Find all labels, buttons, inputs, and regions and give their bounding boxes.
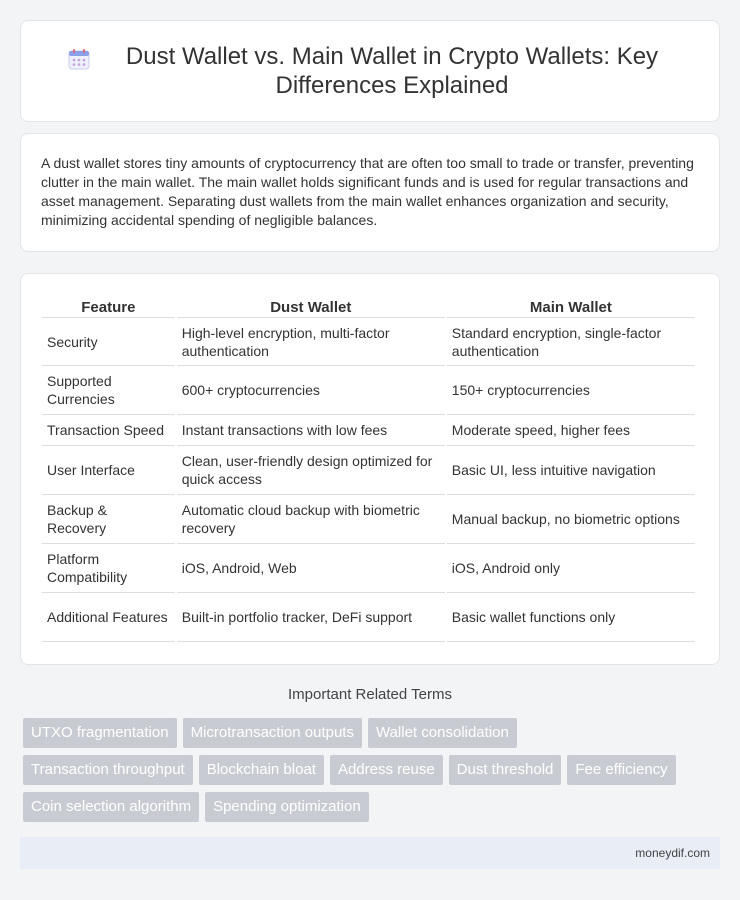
intro-card bbox=[20, 133, 720, 252]
table-row bbox=[42, 593, 695, 642]
related-term-tag[interactable]: Spending optimization bbox=[205, 792, 369, 822]
tag-row bbox=[23, 755, 676, 785]
comparison-table bbox=[40, 296, 697, 642]
footer-site-link[interactable]: moneydif.com bbox=[635, 846, 710, 860]
calendar-icon bbox=[68, 48, 90, 70]
main-wallet-cell: Moderate speed, higher fees bbox=[447, 415, 695, 446]
main-wallet-cell: Manual backup, no biometric options bbox=[447, 495, 695, 544]
table-row bbox=[42, 446, 695, 495]
related-term-tag[interactable]: Dust threshold bbox=[449, 755, 562, 785]
title-wrap bbox=[60, 42, 680, 100]
tag-row bbox=[23, 718, 517, 748]
footer bbox=[20, 837, 720, 869]
related-term-tag[interactable]: UTXO fragmentation bbox=[23, 718, 177, 748]
main-wallet-cell: Standard encryption, single-factor authentication bbox=[447, 318, 695, 366]
dust-wallet-cell: High-level encryption, multi-factor authentication bbox=[177, 318, 445, 366]
main-wallet-cell: Basic UI, less intuitive navigation bbox=[447, 446, 695, 495]
intro-text: A dust wallet stores tiny amounts of cryptocurrency that are often too small to trade or transfer, preventing clutter in the main wallet. The main wallet holds significant funds and is used for regular transactions and asset management. Separating dust wallets from the main wallet enhances organization and security, minimizing accidental spending of negligible balances. bbox=[41, 155, 694, 228]
related-term-tag[interactable]: Wallet consolidation bbox=[368, 718, 517, 748]
table-row bbox=[42, 415, 695, 446]
table-header-row bbox=[42, 296, 695, 318]
dust-wallet-cell: Clean, user-friendly design optimized for quick access bbox=[177, 446, 445, 495]
feature-cell: Backup & Recovery bbox=[42, 495, 175, 544]
table-row bbox=[42, 544, 695, 593]
table-row bbox=[42, 366, 695, 415]
comparison-card bbox=[20, 273, 720, 665]
dust-wallet-cell: 600+ cryptocurrencies bbox=[177, 366, 445, 415]
feature-cell: Additional Features bbox=[42, 593, 175, 642]
main-wallet-cell: 150+ cryptocurrencies bbox=[447, 366, 695, 415]
header-feature: Feature bbox=[42, 296, 175, 318]
feature-cell: Supported Currencies bbox=[42, 366, 175, 415]
related-term-tag[interactable]: Coin selection algorithm bbox=[23, 792, 199, 822]
feature-cell: Security bbox=[42, 318, 175, 366]
related-term-tag[interactable]: Transaction throughput bbox=[23, 755, 193, 785]
tag-row bbox=[23, 792, 369, 822]
related-term-tag[interactable]: Address reuse bbox=[330, 755, 443, 785]
dust-wallet-cell: Automatic cloud backup with biometric recovery bbox=[177, 495, 445, 544]
main-wallet-cell: iOS, Android only bbox=[447, 544, 695, 593]
related-term-tag[interactable]: Microtransaction outputs bbox=[183, 718, 362, 748]
related-terms-title: Important Related Terms bbox=[288, 686, 452, 703]
table-row bbox=[42, 495, 695, 544]
header-dust-wallet: Dust Wallet bbox=[177, 296, 445, 318]
related-term-tag[interactable]: Fee efficiency bbox=[567, 755, 675, 785]
dust-wallet-cell: iOS, Android, Web bbox=[177, 544, 445, 593]
main-wallet-cell: Basic wallet functions only bbox=[447, 593, 695, 642]
table-row bbox=[42, 318, 695, 366]
feature-cell: User Interface bbox=[42, 446, 175, 495]
header-main-wallet: Main Wallet bbox=[447, 296, 695, 318]
dust-wallet-cell: Built-in portfolio tracker, DeFi support bbox=[177, 593, 445, 642]
feature-cell: Transaction Speed bbox=[42, 415, 175, 446]
page-title: Dust Wallet vs. Main Wallet in Crypto Wallets: Key Differences Explained bbox=[125, 43, 659, 99]
dust-wallet-cell: Instant transactions with low fees bbox=[177, 415, 445, 446]
title-card bbox=[20, 20, 720, 122]
feature-cell: Platform Compatibility bbox=[42, 544, 175, 593]
related-term-tag[interactable]: Blockchain bloat bbox=[199, 755, 324, 785]
